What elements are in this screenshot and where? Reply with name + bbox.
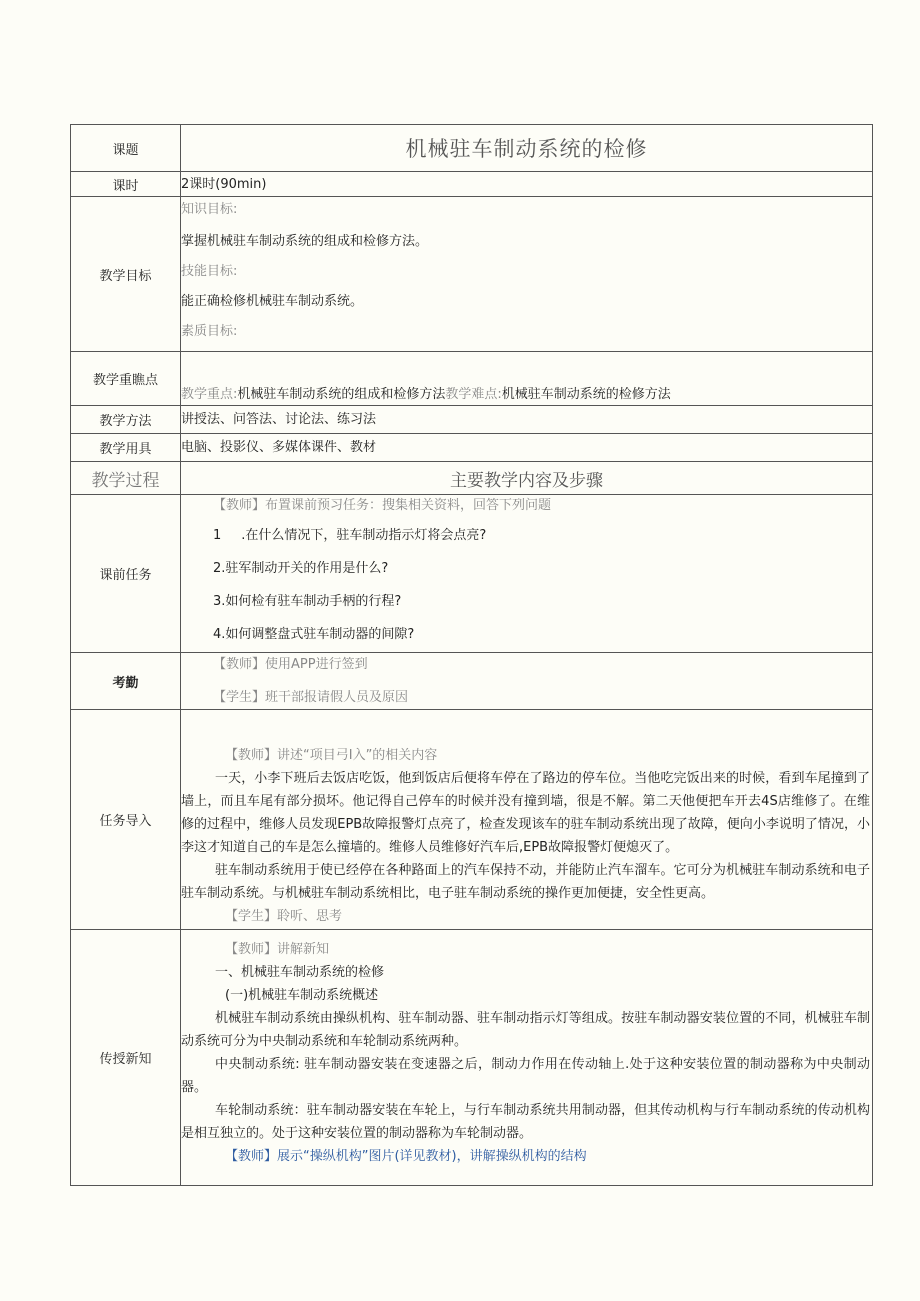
pretask-question-4: 4.如何调整盘式驻车制动器的间隙? [213, 627, 415, 642]
intro-teacher: 【教师】讲述“项目弓I入”的相关内容 [225, 748, 438, 763]
pretask-teacher: 【教师】布置课前预习任务：搜集相关资料，回答下列问题 [213, 498, 552, 513]
row-pretask [71, 495, 873, 653]
hours-label: 课时 [71, 172, 181, 197]
teach-paragraph-1: 机械驻车制动系统由操纵机构、驻车制动器、驻车制动指示灯等组成。按驻车制动器安装位置的不同，机械驻车制动系统可分为中央制动系统和车轮制动系统两种。 [181, 1011, 870, 1049]
intro-content [181, 710, 873, 930]
skill-objective: 能正确检修机械驻车制动系统。 [181, 294, 364, 309]
lesson-title: 机械驻车制动系统的检修 [181, 125, 873, 172]
teach-content [181, 930, 873, 1186]
content-header: 主要教学内容及步骤 [181, 462, 873, 495]
row-intro [71, 710, 873, 930]
teach-heading-2: (一)机械驻车制动系统概述 [225, 988, 379, 1003]
pretask-question-3: 3.如何检有驻车制动手柄的行程? [213, 594, 402, 609]
skill-head: 技能目标: [181, 264, 238, 279]
pretask-label: 课前任务 [71, 495, 181, 653]
attendance-teacher: 【教师】使用APP进行签到 [213, 657, 368, 672]
tools-label: 教学用具 [71, 434, 181, 462]
keypoints-content [181, 352, 873, 406]
row-hours [71, 172, 873, 197]
row-objectives [71, 197, 873, 352]
intro-student: 【学生】聆听、思考 [225, 909, 343, 924]
teach-paragraph-3: 车轮制动系统：驻车制动器安装在车轮上，与行车制动系统共用制动器，但其传动机构与行车制动系统的传动机构是相互独立的。处于这种安装位置的制动器称为车轮制动器。 [181, 1103, 870, 1141]
teach-teacher-2: 【教师】展示“操纵机构”图片(详见教材)，讲解操纵机构的结构 [225, 1149, 587, 1164]
method-value: 讲授法、问答法、讨论法、练习法 [181, 406, 873, 434]
intro-label: 任务导入 [71, 710, 181, 930]
focus-text: 机械驻车制动系统的组成和检修方法 [237, 387, 446, 402]
difficulty-text: 机械驻车制动系统的检修方法 [501, 387, 671, 402]
q1-text: .在什么情况下，驻车制动指示灯将会点亮? [241, 528, 487, 543]
attendance-label: 考勤 [71, 653, 181, 710]
attendance-student: 【学生】班干部报请假人员及原因 [213, 690, 409, 705]
teach-heading-1: 一、机械驻车制动系统的检修 [215, 965, 385, 980]
knowledge-objective: 掌握机械驻车制动系统的组成和检修方法。 [181, 234, 429, 249]
hours-value: 2课时(90min) [181, 172, 873, 197]
lesson-plan-table [70, 124, 873, 1186]
row-attendance [71, 653, 873, 710]
intro-paragraph-2: 驻车制动系统用于使已经停在各种路面上的汽车保持不动，并能防止汽车溜车。它可分为机械驻车制动系统和电子驻车制动系统。与机械驻车制动系统相比，电子驻车制动系统的操作更加便捷，安全性更高。 [181, 863, 870, 901]
pretask-question-1 [181, 519, 872, 552]
knowledge-head: 知识目标: [181, 202, 238, 217]
focus-head: 教学重点: [181, 387, 238, 402]
objectives-content [181, 197, 873, 352]
row-keypoints [71, 352, 873, 406]
teach-label: 传授新知 [71, 930, 181, 1186]
objectives-label: 教学目标 [71, 197, 181, 352]
row-teach [71, 930, 873, 1186]
keypoints-label: 教学重瞧点 [71, 352, 181, 406]
method-label: 教学方法 [71, 406, 181, 434]
row-process-header [71, 462, 873, 495]
attendance-content [181, 653, 873, 710]
pretask-question-2: 2.驻军制动开关的作用是什么? [213, 561, 389, 576]
row-method [71, 406, 873, 434]
intro-paragraph-1: 一天，小李下班后去饭店吃饭，他到饭店后便将车停在了路边的停车位。当他吃完饭出来的时候，看到车尾撞到了墙上，而且车尾有部分损坏。他记得自己停车的时候并没有撞到墙，很是不解。第二天他便把车开去4S店维修了。在维修的过程中，维修人员发现EPB故障报警灯点亮了，检查发现该车的驻车制动系统出现了故障，便向小李说明了情况，小李这才知道自己的车是怎么撞墙的。维修人员维修好汽车后,EPB故障报警灯便熄灭了。 [181, 771, 870, 855]
teach-teacher: 【教师】讲解新知 [225, 942, 330, 957]
quality-head: 素质目标: [181, 324, 238, 339]
tools-value: 电脑、投影仪、多媒体课件、教材 [181, 434, 873, 462]
process-header: 教学过程 [71, 462, 181, 495]
q1-number: 1 [213, 528, 222, 543]
title-label: 课题 [71, 125, 181, 172]
pretask-content [181, 495, 873, 653]
row-tools [71, 434, 873, 462]
difficulty-head: 教学难点: [445, 387, 502, 402]
row-title [71, 125, 873, 172]
teach-paragraph-2: 中央制动系统: 驻车制动器安装在变速器之后，制动力作用在传动轴上.处于这种安装位置的制动器称为中央制动器。 [181, 1057, 870, 1095]
